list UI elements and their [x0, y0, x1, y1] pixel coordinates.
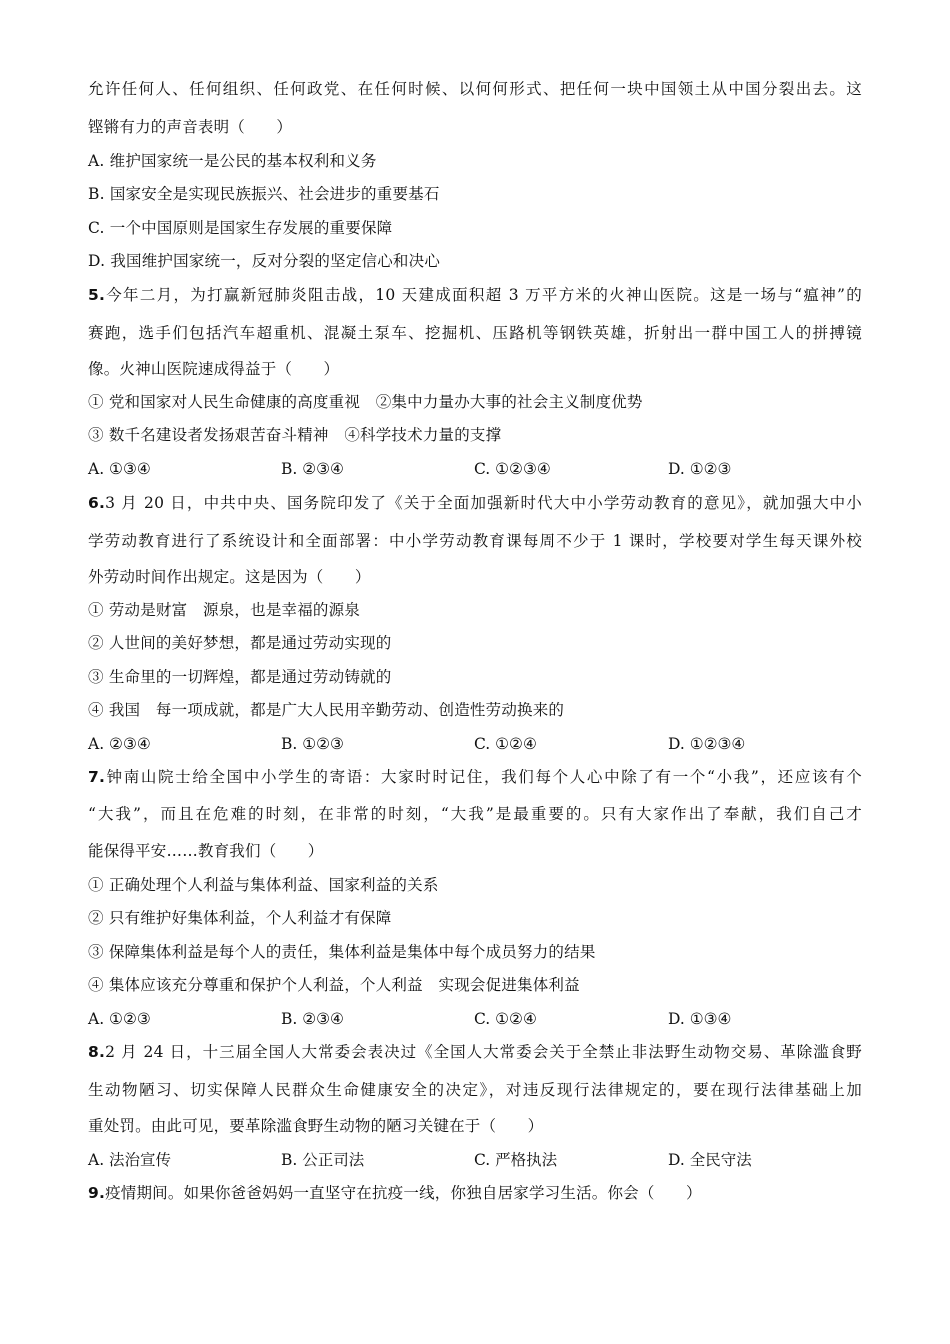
q4-option-b: B. 国家安全是实现民族振兴、社会进步的重要基石: [88, 185, 440, 203]
q7-statement-4: ④ 集体应该充分尊重和保护个人利益，个人利益 实现会促进集体利益: [88, 976, 580, 994]
q7-statement-1: ① 正确处理个人利益与集体利益、国家利益的关系: [88, 876, 439, 894]
q7-statement-2: ② 只有维护好集体利益，个人利益才有保障: [88, 909, 392, 927]
q7-number: 7.: [88, 768, 106, 786]
q4-stem-line-1: 允许任何人、任何组织、任何政党、在任何时候、以何何形式、把任何一块中国领土从中国分裂出去。这: [88, 80, 862, 98]
q4-stem-line-2: 铿锵有力的声音表明（ ）: [88, 118, 293, 136]
q4-option-c: C. 一个中国原则是国家生存发展的重要保障: [88, 219, 393, 237]
q9-stem-line-1: 9.疫情期间。如果你爸爸妈妈一直坚守在抗疫一线，你独自居家学习生活。你会（ ）: [88, 1184, 702, 1202]
q8-choice-c: C. 严格执法: [474, 1151, 558, 1169]
q7-statement-3: ③ 保障集体利益是每个人的责任，集体利益是集体中每个成员努力的结果: [88, 943, 596, 961]
q6-statement-1: ① 劳动是财富 源泉，也是幸福的源泉: [88, 601, 361, 619]
q7-choice-d: D. ①③④: [668, 1010, 732, 1028]
q6-stem-line-2: 学劳动教育进行了系统设计和全面部署：中小学劳动教育课每周不少于 1 课时，学校要对学生每天课外校: [88, 532, 862, 550]
q5-number: 5.: [88, 286, 106, 304]
q7-stem-line-3: 能保得平安……教育我们（ ）: [88, 842, 324, 860]
q5-choice-c: C. ①②③④: [474, 460, 551, 478]
q5-stem-line-3: 像。火神山医院速成得益于（ ）: [88, 360, 340, 378]
q6-choice-c: C. ①②④: [474, 735, 537, 753]
q6-statement-2: ② 人世间的美好梦想，都是通过劳动实现的: [88, 634, 392, 652]
q5-stem-line-1: 5.今年二月，为打赢新冠肺炎阻击战，10 天建成面积超 3 万平方米的火神山医院。这是一场与“瘟神”的: [88, 286, 862, 304]
q8-number: 8.: [88, 1043, 106, 1061]
q8-stem-line-3: 重处罚。由此可见，要革除滥食野生动物的陋习关键在于（ ）: [88, 1117, 544, 1135]
q7-choice-c: C. ①②④: [474, 1010, 537, 1028]
q7-stem-line-1: 7.钟南山院士给全国中小学生的寄语：大家时时记住，我们每个人心中除了有一个“小我”，还应该有个: [88, 768, 862, 786]
q5-choice-b: B. ②③④: [281, 460, 344, 478]
q6-choice-a: A. ②③④: [88, 735, 151, 753]
q5-choice-a: A. ①③④: [88, 460, 151, 478]
q5-statement-line-1: ① 党和国家对人民生命健康的高度重视 ②集中力量办大事的社会主义制度优势: [88, 393, 643, 411]
q6-stem-line-1: 6.3 月 20 日，中共中央、国务院印发了《关于全面加强新时代大中小学劳动教育的意见》，就加强大中小: [88, 494, 862, 512]
q8-stem-line-1: 8.2 月 24 日，十三届全国人大常委会表决过《全国人大常委会关于全禁止非法野生动物交易、革除滥食野: [88, 1043, 862, 1061]
q7-choice-b: B. ②③④: [281, 1010, 344, 1028]
q6-stem-line-3: 外劳动时间作出规定。这是因为（ ）: [88, 568, 371, 586]
q8-stem-line-2: 生动物陋习、切实保障人民群众生命健康安全的决定》，对违反现行法律规定的，要在现行法律基础上加: [88, 1081, 862, 1099]
q5-statement-line-2: ③ 数千名建设者发扬艰苦奋斗精神 ④科学技术力量的支撑: [88, 426, 502, 444]
q6-choice-d: D. ①②③④: [668, 735, 746, 753]
q4-option-d: D. 我国维护国家统一，反对分裂的坚定信心和决心: [88, 252, 441, 270]
q6-choice-b: B. ①②③: [281, 735, 344, 753]
q4-option-a: A. 维护国家统一是公民的基本权利和义务: [88, 152, 377, 170]
q8-choice-a: A. 法治宣传: [88, 1151, 172, 1169]
q6-statement-3: ③ 生命里的一切辉煌，都是通过劳动铸就的: [88, 668, 392, 686]
q8-choice-b: B. 公正司法: [281, 1151, 365, 1169]
q9-number: 9.: [88, 1184, 106, 1202]
q7-stem-line-2: “大我”，而且在危难的时刻，在非常的时刻，“大我”是最重要的。只有大家作出了奉献，我们自己才: [88, 805, 862, 823]
q5-choice-d: D. ①②③: [668, 460, 732, 478]
q6-number: 6.: [88, 494, 106, 512]
q6-statement-4: ④ 我国 每一项成就，都是广大人民用辛勤劳动、创造性劳动换来的: [88, 701, 565, 719]
q5-stem-line-2: 赛跑，选手们包括汽车超重机、混凝土泵车、挖掘机、压路机等钢铁英雄，折射出一群中国工人的拼搏镜: [88, 324, 862, 342]
q8-choice-d: D. 全民守法: [668, 1151, 752, 1169]
q7-choice-a: A. ①②③: [88, 1010, 151, 1028]
